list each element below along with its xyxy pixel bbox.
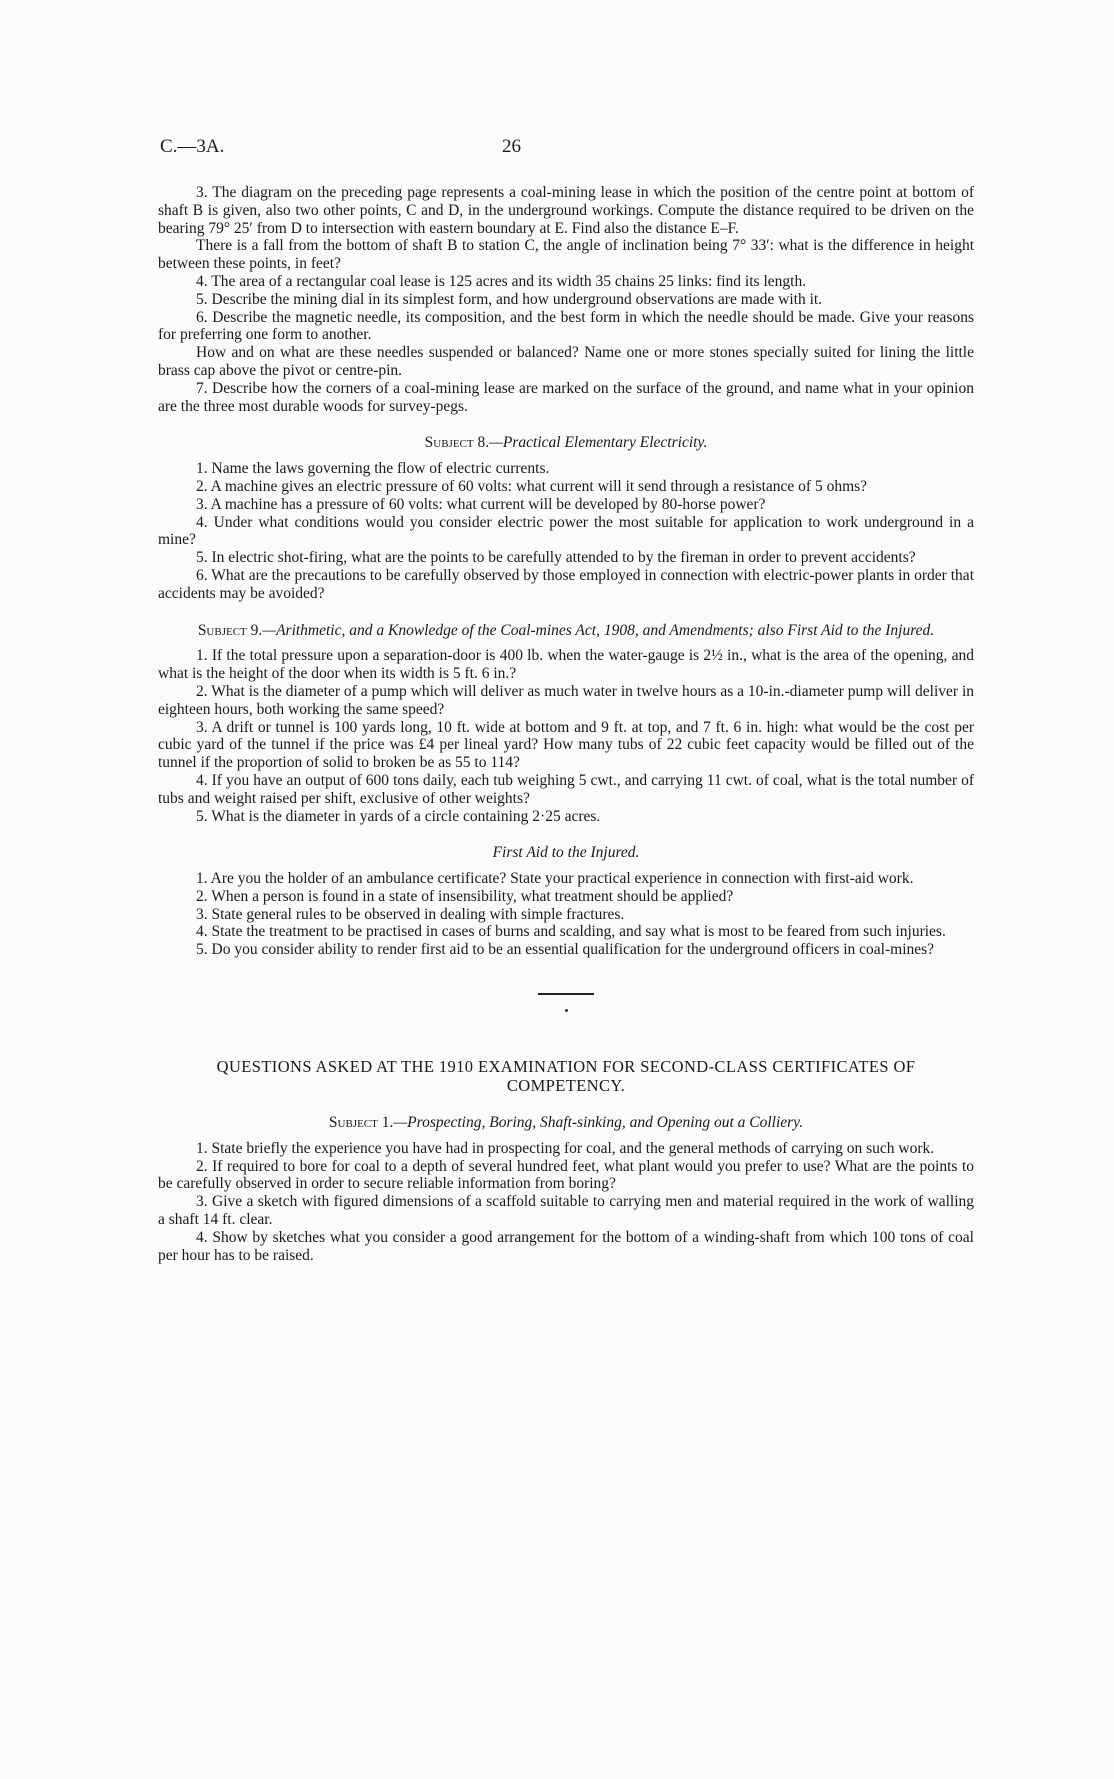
subject-title: —Prospecting, Boring, Shaft-sinking, and Opening out a Colliery. xyxy=(393,1114,804,1132)
subject-title: —Practical Elementary Electricity. xyxy=(489,434,708,452)
question-paragraph: 1. If the total pressure upon a separation-door is 400 lb. when the water-gauge is 2½ in., what is the area of the opening, and what is the height of the door when its width is 5 ft. 6 in.? xyxy=(158,647,974,683)
question-paragraph: 6. What are the precautions to be carefully observed by those employed in connection with electric-power plants in order that accidents may be avoided? xyxy=(158,566,974,602)
question-paragraph: 4. Under what conditions would you consider electric power the most suitable for application to work underground in a mine? xyxy=(158,513,974,549)
subject-label: Subject 9. xyxy=(197,621,263,639)
subject-9-questions xyxy=(158,647,974,825)
question-paragraph: 1. Name the laws governing the flow of electric currents. xyxy=(196,460,550,478)
question-paragraph: 4. Show by sketches what you consider a good arrangement for the bottom of a winding-shaft from which 100 tons of coal per hour has to be raised. xyxy=(158,1228,974,1264)
question-paragraph: 4. State the treatment to be practised in cases of burns and scalding, and say what is most to be feared from such injuries. xyxy=(196,923,946,941)
subject-label: Subject 8. xyxy=(424,434,490,452)
question-paragraph: 4. The area of a rectangular coal lease is 125 acres and its width 35 chains 25 links: find its length. xyxy=(196,272,807,290)
subject-label: Subject 1. xyxy=(328,1114,394,1132)
question-paragraph: How and on what are these needles suspended or balanced? Name one or more stones specially suited for lining the little brass cap above the pivot or centre-pin. xyxy=(158,344,974,379)
question-paragraph: 5. What is the diameter in yards of a circle containing 2·25 acres. xyxy=(196,807,601,825)
section-title: First Aid to the Injured. xyxy=(492,844,640,862)
question-paragraph: 3. The diagram on the preceding page represents a coal-mining lease in which the position of the centre point at bottom of shaft B is given, also two other points, C and D, in the underground workings. Compute the distance required to be driven on the bearing 79° 25′ from D to intersection with eastern boundary at E. Find also the distance E–F. xyxy=(158,184,974,237)
question-paragraph: 2. A machine gives an electric pressure of 60 volts: what current will it send through a resistance of 5 ohms? xyxy=(196,477,868,495)
first-aid-heading xyxy=(158,844,974,862)
divider-dot xyxy=(565,1009,568,1012)
subject-title: —Arithmetic, and a Knowledge of the Coal-mines Act, 1908, and Amendments; also First Aid to the Injured. xyxy=(262,621,935,639)
first-aid-questions xyxy=(158,870,974,959)
question-paragraph: 1. State briefly the experience you have had in prospecting for coal, and the general methods of carrying on such work. xyxy=(196,1139,935,1157)
question-paragraph: 5. In electric shot-firing, what are the points to be carefully attended to by the fireman in order to prevent accidents? xyxy=(196,549,916,567)
question-paragraph: 1. Are you the holder of an ambulance certificate? State your practical experience in connection with first-aid work. xyxy=(196,870,914,888)
question-paragraph: 3. Give a sketch with figured dimensions of a scaffold suitable to carrying men and material required in the work of walling a shaft 14 ft. clear. xyxy=(158,1193,974,1229)
question-paragraph: 5. Describe the mining dial in its simplest form, and how underground observations are made with it. xyxy=(196,290,823,308)
question-paragraph: 7. Describe how the corners of a coal-mining lease are marked on the surface of the ground, and name what in your opinion are the three most durable woods for survey-pegs. xyxy=(158,379,974,415)
question-paragraph: 5. Do you consider ability to render first aid to be an essential qualification for the underground officers in coal-mines? xyxy=(196,941,935,959)
question-paragraph: 4. If you have an output of 600 tons daily, each tub weighing 5 cwt., and carrying 11 cwt. of coal, what is the total number of tubs and weight raised per shift, exclusive of other weights? xyxy=(158,771,974,807)
question-paragraph: 2. What is the diameter of a pump which will deliver as much water in twelve hours as a 10-in.-diameter pump will deliver in eighteen hours, both working the same speed? xyxy=(158,682,974,718)
exam-title: QUESTIONS ASKED AT THE 1910 EXAMINATION FOR SECOND-CLASS CERTIFICATES OF COMPETENCY. xyxy=(216,1057,916,1096)
question-paragraph: 3. A machine has a pressure of 60 volts: what current will be developed by 80-horse power? xyxy=(196,495,766,513)
subject-9-heading xyxy=(158,622,974,640)
question-paragraph: 2. If required to bore for coal to a depth of several hundred feet, what plant would you prefer to use? What are the points to be carefully observed in order to secure reliable information from boring? xyxy=(158,1157,974,1193)
question-paragraph: 3. State general rules to be observed in dealing with simple fractures. xyxy=(196,905,625,923)
question-paragraph: 6. Describe the magnetic needle, its composition, and the best form in which the needle should be made. Give your reasons for preferring one form to another. xyxy=(158,308,974,344)
subject-8-questions xyxy=(158,460,974,602)
subject-8-heading xyxy=(158,434,974,452)
page-number: 26 xyxy=(502,136,521,157)
question-paragraph: 2. When a person is found in a state of insensibility, what treatment should be applied? xyxy=(196,887,734,905)
page-body xyxy=(158,184,974,1264)
question-paragraph: 3. A drift or tunnel is 100 yards long, 10 ft. wide at bottom and 9 ft. at top, and 7 ft. 6 in. high: what would be the cost per cubic yard of the tunnel if the price was £4 per lineal yard? How many tubs of 22 cubic feet capacity would be filled out of the tunnel if the proportion of solid to broken be as 55 to 114? xyxy=(158,718,974,772)
question-paragraph: There is a fall from the bottom of shaft B to station C, the angle of inclination being 7° 33′: what is the difference in height between these points, in feet? xyxy=(158,237,974,273)
exam-subject-1-questions xyxy=(158,1140,974,1265)
section-divider-rule xyxy=(538,993,594,995)
exam-subject-1-heading xyxy=(158,1114,974,1132)
document-reference: C.—3A. xyxy=(160,136,225,157)
subject-7-continued xyxy=(158,184,974,415)
page-header xyxy=(160,136,960,158)
